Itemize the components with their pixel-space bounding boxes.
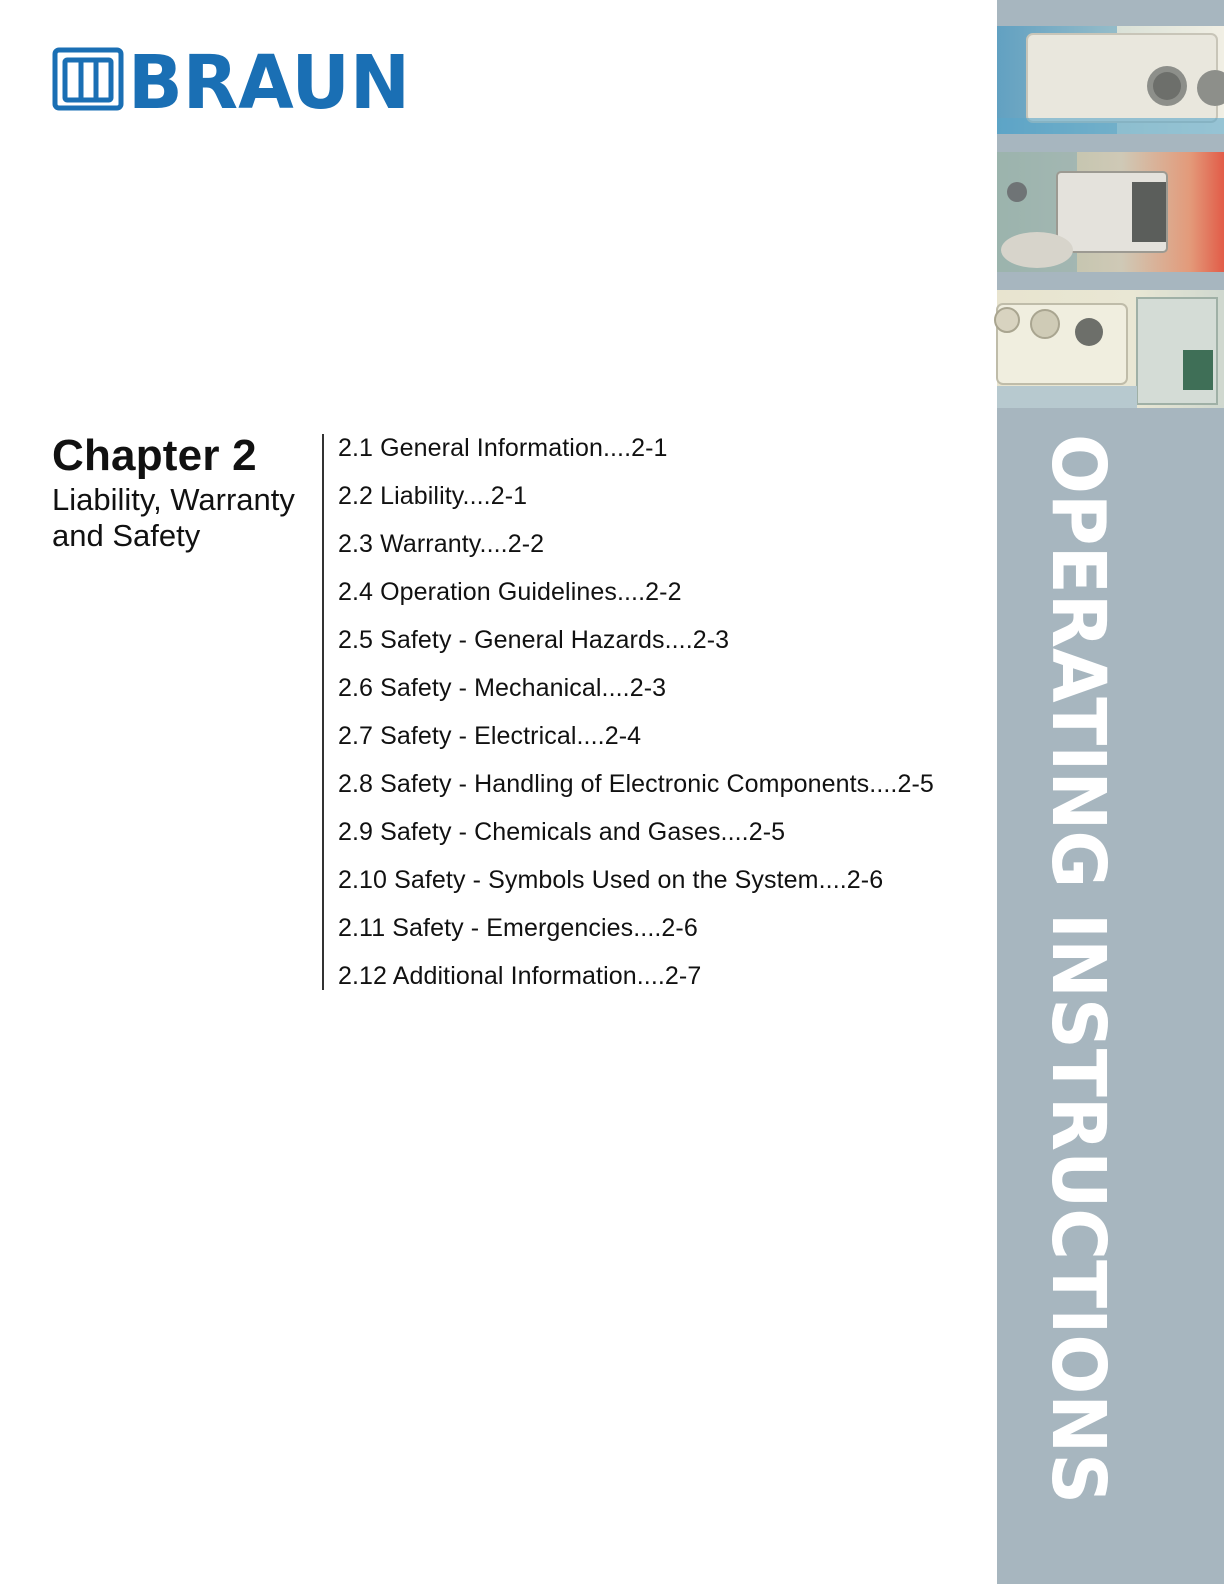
chapter-heading [52, 432, 314, 554]
toc-entry: 2.8 Safety - Handling of Electronic Components....2-5 [338, 770, 934, 798]
chapter-subtitle-line-2: and Safety [52, 518, 201, 553]
chapter-subtitle [52, 482, 314, 554]
table-of-contents [338, 424, 934, 1000]
toc-entry: 2.10 Safety - Symbols Used on the System....2-6 [338, 866, 884, 894]
toc-entry: 2.7 Safety - Electrical....2-4 [338, 722, 642, 750]
toc-entry: 2.12 Additional Information....2-7 [338, 962, 702, 990]
glovebox-photo [997, 26, 1224, 134]
chapter-subtitle-line-1: Liability, Warranty [52, 482, 295, 517]
toc-entry: 2.11 Safety - Emergencies....2-6 [338, 914, 698, 942]
chapter-title: Chapter 2 [52, 431, 257, 480]
toc-entry: 2.6 Safety - Mechanical....2-3 [338, 674, 667, 702]
glovebox-photo-2 [997, 290, 1224, 408]
toc-entry: 2.1 General Information....2-1 [338, 434, 668, 462]
toc-entry: 2.4 Operation Guidelines....2-2 [338, 578, 682, 606]
side-banner-label: OPERATING INSTRUCTIONS [1035, 434, 1121, 1558]
mbraun-logo [52, 40, 412, 126]
toc-entry: 2.5 Safety - General Hazards....2-3 [338, 626, 730, 654]
toc-entry: 2.9 Safety - Chemicals and Gases....2-5 [338, 818, 786, 846]
equipment-photo [997, 152, 1224, 272]
toc-divider [322, 434, 324, 990]
side-banner-text [1035, 434, 1121, 1558]
svg-text:BRAUN: BRAUN [128, 40, 410, 126]
toc-entry: 2.2 Liability....2-1 [338, 482, 528, 510]
toc-entry: 2.3 Warranty....2-2 [338, 530, 545, 558]
